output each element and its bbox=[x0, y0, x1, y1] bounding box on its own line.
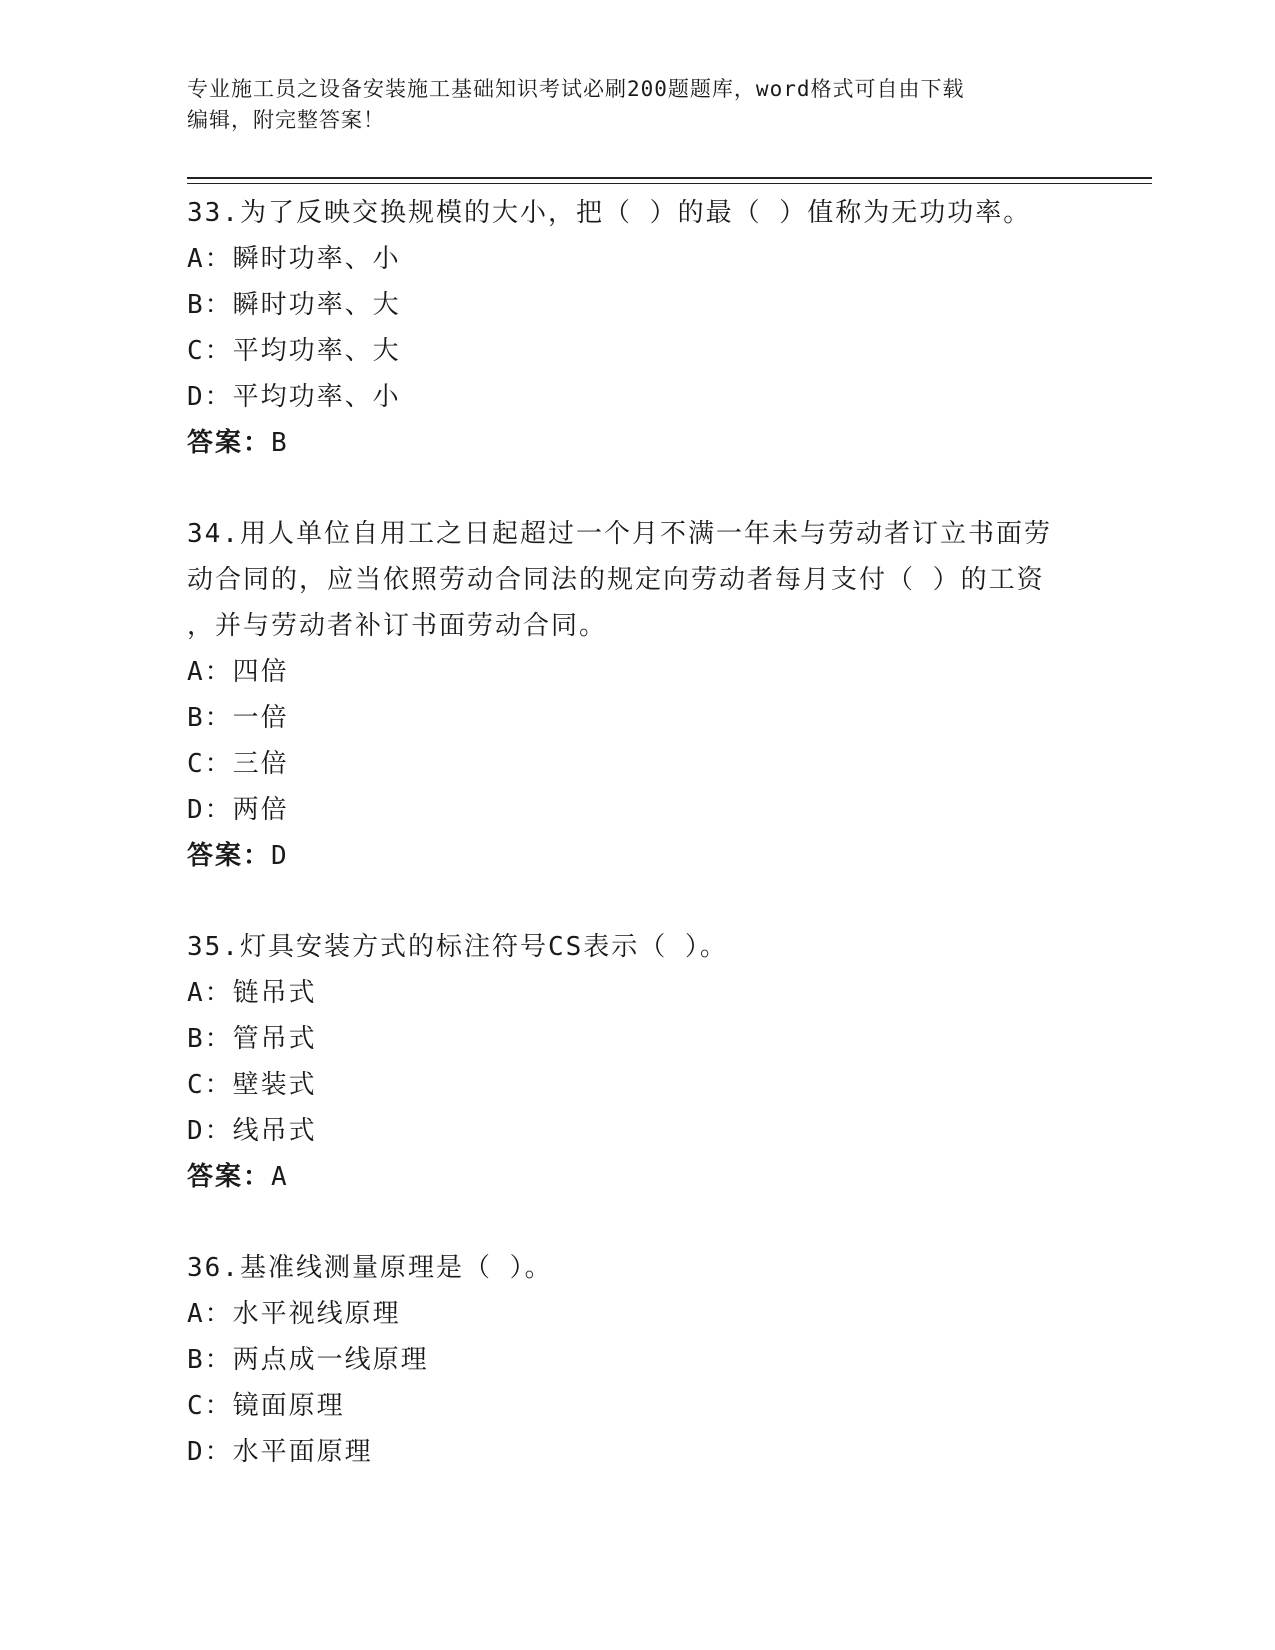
option-b: B：瞬时功率、大 bbox=[187, 290, 401, 320]
option-a: A：瞬时功率、小 bbox=[187, 244, 401, 274]
option-d: D：两倍 bbox=[187, 795, 289, 825]
option-b: B：两点成一线原理 bbox=[187, 1345, 429, 1375]
question-36 bbox=[187, 1245, 1087, 1475]
question-list bbox=[187, 190, 1087, 1475]
option-c: C：镜面原理 bbox=[187, 1391, 345, 1421]
option-c: C：壁装式 bbox=[187, 1070, 317, 1100]
question-text-line-1: 34.用人单位自用工之日起超过一个月不满一年未与劳动者订立书面劳 bbox=[187, 519, 1052, 549]
question-text-line-2: 动合同的，应当依照劳动合同法的规定向劳动者每月支付（ ）的工资 bbox=[187, 565, 1045, 595]
answer-value: B bbox=[271, 428, 289, 458]
answer-label: 答案： bbox=[187, 841, 272, 871]
option-a: A：水平视线原理 bbox=[187, 1299, 401, 1329]
option-b: B：一倍 bbox=[187, 703, 289, 733]
question-text-line-3: ，并与劳动者补订书面劳动合同。 bbox=[187, 611, 608, 641]
option-d: D：水平面原理 bbox=[187, 1437, 373, 1467]
header-line-1: 专业施工员之设备安装施工基础知识考试必刷200题题库，word格式可自由下载 bbox=[187, 77, 965, 101]
option-c: C：三倍 bbox=[187, 749, 289, 779]
option-a: A：链吊式 bbox=[187, 978, 317, 1008]
question-text: 36.基准线测量原理是（ ）。 bbox=[187, 1253, 553, 1283]
answer-label: 答案： bbox=[187, 1162, 272, 1192]
header-divider-thin bbox=[187, 183, 1152, 184]
header-divider-thick bbox=[187, 177, 1152, 179]
answer-line bbox=[187, 833, 1087, 879]
answer-line bbox=[187, 420, 1087, 466]
question-text: 33.为了反映交换规模的大小，把（ ）的最（ ）值称为无功功率。 bbox=[187, 198, 1032, 228]
question-35 bbox=[187, 924, 1087, 1200]
question-34 bbox=[187, 511, 1087, 879]
answer-line bbox=[187, 1154, 1087, 1200]
header-line-2: 编辑，附完整答案！ bbox=[187, 108, 385, 132]
option-a: A：四倍 bbox=[187, 657, 289, 687]
option-d: D：平均功率、小 bbox=[187, 382, 401, 412]
answer-label: 答案： bbox=[187, 428, 272, 458]
question-text: 35.灯具安装方式的标注符号CS表示（ ）。 bbox=[187, 932, 728, 962]
document-header bbox=[187, 74, 1067, 136]
answer-value: D bbox=[271, 841, 289, 871]
question-33 bbox=[187, 190, 1087, 466]
option-b: B：管吊式 bbox=[187, 1024, 317, 1054]
option-d: D：线吊式 bbox=[187, 1116, 317, 1146]
option-c: C：平均功率、大 bbox=[187, 336, 401, 366]
answer-value: A bbox=[271, 1162, 289, 1192]
